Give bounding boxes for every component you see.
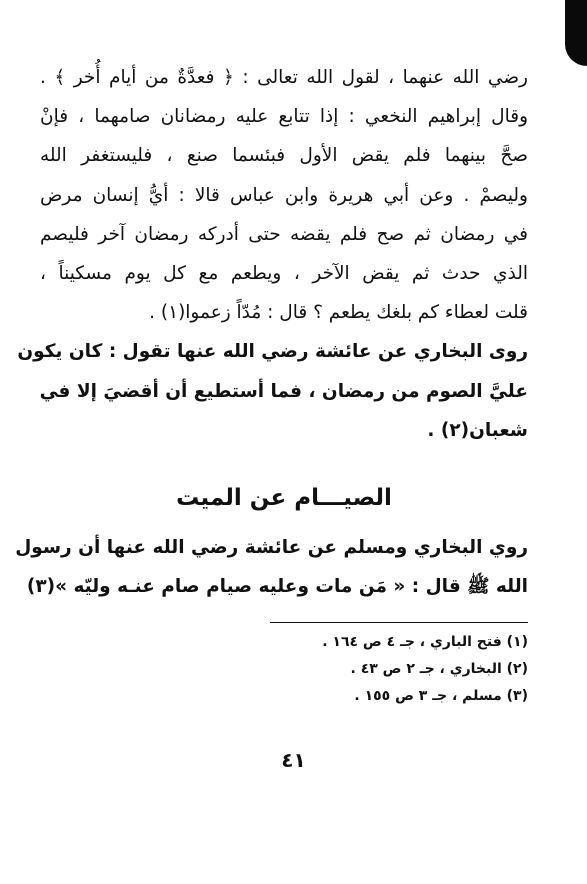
body-line: شعبان(٢) . <box>427 419 528 441</box>
section-title: الصيـــام عن الميت <box>176 484 392 511</box>
page-number: ٤١ <box>281 748 306 772</box>
section-text <box>15 528 528 606</box>
section-line: الله ﷺ قال : « مَن مات وعليه صيام صام عنـه وليّه »(٣) <box>26 576 528 598</box>
body-line: رضي الله عنهما ، لقول الله تعالى : ﴿ فعدَّةٌ من أيام أُخر ﴾ . <box>40 67 528 88</box>
page-content <box>15 58 528 710</box>
body-line: وليصمْ . وعن أبي هريرة وابن عباس قالا : أيُّ إنسان مرض <box>40 184 528 206</box>
body-line: في رمضان ثم صح فلم يقضه حتى أدركه رمضان آخر فليصم <box>40 223 528 245</box>
body-line: عليَّ الصوم من رمضان ، فما أستطيع أن أقضيَ إلا في <box>39 380 528 402</box>
footnote: (١) فتح الباري ، جـ ٤ ص ١٦٤ . <box>322 634 528 651</box>
body-line: الذي حدث ثم يقض الآخر ، ويطعم مع كل يوم مسكيناً ، <box>40 262 528 284</box>
footnote-divider <box>270 622 528 623</box>
body-line: صحَّ بينهما فلم يقض الأول فبئسما صنع ، فليستغفر الله <box>40 145 528 167</box>
section-line: روي البخاري ومسلم عن عائشة رضي الله عنها أن رسول <box>15 536 528 558</box>
footnotes <box>40 629 528 710</box>
page-corner-mark <box>565 0 587 66</box>
footnote: (٣) مسلم ، جـ ٣ ص ١٥٥ . <box>354 688 528 705</box>
body-line: قلت لعطاء كم بلغك يطعم ؟ قال : مُدّاً زعموا(١) . <box>149 302 528 324</box>
footnote: (٢) البخاري ، جـ ٢ ص ٤٣ . <box>350 661 528 678</box>
body-line: وقال إبراهيم النخعي : إذا تتابع عليه رمضانان صامهما ، فإنْ <box>40 106 528 128</box>
body-text <box>17 58 528 450</box>
body-line: روى البخاري عن عائشة رضي الله عنها تقول : كان يكون <box>17 341 528 363</box>
